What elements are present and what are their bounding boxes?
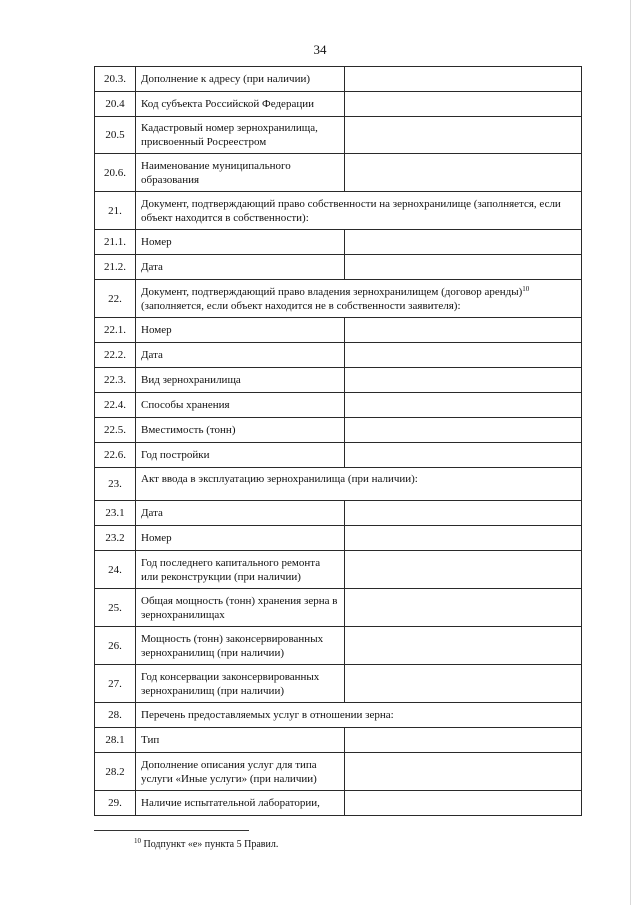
footnote xyxy=(134,838,278,851)
row-value-field[interactable] xyxy=(345,67,582,92)
table-row xyxy=(95,791,582,816)
section-row xyxy=(95,703,582,728)
table-row xyxy=(95,627,582,665)
section-label-line2: (заполняется, если объект находится не в собственности заявителя): xyxy=(141,299,461,312)
row-label: Номер xyxy=(136,230,345,255)
row-label: Наличие испытательной лаборатории, xyxy=(136,791,345,816)
row-label: Дополнение к адресу (при наличии) xyxy=(136,67,345,92)
row-label: Тип xyxy=(136,728,345,753)
section-row xyxy=(95,468,582,501)
table-row xyxy=(95,589,582,627)
row-label: Дополнение описания услуг для типа услуги «Иные услуги» (при наличии) xyxy=(136,753,345,791)
table-row xyxy=(95,443,582,468)
table-row xyxy=(95,753,582,791)
row-number: 22. xyxy=(95,280,136,318)
row-number: 22.2. xyxy=(95,343,136,368)
row-number: 29. xyxy=(95,791,136,816)
row-label: Дата xyxy=(136,255,345,280)
table-row xyxy=(95,343,582,368)
row-number: 20.4 xyxy=(95,92,136,117)
row-number: 27. xyxy=(95,665,136,703)
table-row xyxy=(95,117,582,154)
row-number: 21.2. xyxy=(95,255,136,280)
page-number: 34 xyxy=(313,42,327,57)
row-number: 21. xyxy=(95,192,136,230)
row-value-field[interactable] xyxy=(345,230,582,255)
row-value-field[interactable] xyxy=(345,255,582,280)
table-row xyxy=(95,92,582,117)
table-row xyxy=(95,154,582,192)
row-value-field[interactable] xyxy=(345,589,582,627)
row-label: Дата xyxy=(136,501,345,526)
row-label: Вместимость (тонн) xyxy=(136,418,345,443)
scan-edge xyxy=(630,0,631,905)
row-number: 22.5. xyxy=(95,418,136,443)
row-label: Номер xyxy=(136,526,345,551)
row-value-field[interactable] xyxy=(345,318,582,343)
form-table xyxy=(94,66,582,816)
row-value-field[interactable] xyxy=(345,368,582,393)
row-number: 24. xyxy=(95,551,136,589)
row-label: Способы хранения xyxy=(136,393,345,418)
section-label: Акт ввода в эксплуатацию зернохранилища (при наличии): xyxy=(136,468,582,501)
table-row xyxy=(95,393,582,418)
section-label-line1: Документ, подтверждающий право владения зернохранилищем (договор аренды) xyxy=(141,285,523,298)
section-label xyxy=(136,280,582,318)
row-value-field[interactable] xyxy=(345,117,582,154)
row-value-field[interactable] xyxy=(345,665,582,703)
row-value-field[interactable] xyxy=(345,443,582,468)
table-row xyxy=(95,318,582,343)
section-label: Документ, подтверждающий право собственности на зернохранилище (заполняется, если объект находится в собственности): xyxy=(136,192,582,230)
row-number: 22.1. xyxy=(95,318,136,343)
row-value-field[interactable] xyxy=(345,526,582,551)
row-number: 28.2 xyxy=(95,753,136,791)
table-row xyxy=(95,418,582,443)
table-row xyxy=(95,255,582,280)
row-value-field[interactable] xyxy=(345,551,582,589)
row-label: Вид зернохранилища xyxy=(136,368,345,393)
row-value-field[interactable] xyxy=(345,393,582,418)
row-label: Мощность (тонн) законсервированных зернохранилищ (при наличии) xyxy=(136,627,345,665)
footnote-divider xyxy=(94,830,249,831)
table-row xyxy=(95,230,582,255)
footnote-number: 10 xyxy=(134,837,141,845)
row-number: 22.4. xyxy=(95,393,136,418)
table-row xyxy=(95,551,582,589)
row-number: 23.2 xyxy=(95,526,136,551)
section-row xyxy=(95,280,582,318)
table-row xyxy=(95,728,582,753)
table-row xyxy=(95,368,582,393)
row-number: 25. xyxy=(95,589,136,627)
row-value-field[interactable] xyxy=(345,791,582,816)
table-row xyxy=(95,501,582,526)
row-label: Номер xyxy=(136,318,345,343)
row-value-field[interactable] xyxy=(345,418,582,443)
table-row xyxy=(95,526,582,551)
table-row xyxy=(95,665,582,703)
row-number: 26. xyxy=(95,627,136,665)
section-row xyxy=(95,192,582,230)
row-value-field[interactable] xyxy=(345,92,582,117)
row-number: 23.1 xyxy=(95,501,136,526)
row-value-field[interactable] xyxy=(345,627,582,665)
row-label: Наименование муниципального образования xyxy=(136,154,345,192)
row-number: 22.3. xyxy=(95,368,136,393)
row-number: 20.6. xyxy=(95,154,136,192)
row-number: 28. xyxy=(95,703,136,728)
row-value-field[interactable] xyxy=(345,728,582,753)
row-label: Дата xyxy=(136,343,345,368)
section-label: Перечень предоставляемых услуг в отношении зерна: xyxy=(136,703,582,728)
footnote-text: Подпункт «е» пункта 5 Правил. xyxy=(143,839,279,850)
row-label: Код субъекта Российской Федерации xyxy=(136,92,345,117)
footnote-ref: 10 xyxy=(522,284,530,293)
row-value-field[interactable] xyxy=(345,343,582,368)
row-label: Кадастровый номер зернохранилища, присвоенный Росреестром xyxy=(136,117,345,154)
row-value-field[interactable] xyxy=(345,501,582,526)
row-label: Год консервации законсервированных зернохранилищ (при наличии) xyxy=(136,665,345,703)
row-number: 21.1. xyxy=(95,230,136,255)
row-number: 28.1 xyxy=(95,728,136,753)
table-row xyxy=(95,67,582,92)
row-value-field[interactable] xyxy=(345,154,582,192)
row-label: Год постройки xyxy=(136,443,345,468)
row-number: 20.3. xyxy=(95,67,136,92)
row-value-field[interactable] xyxy=(345,753,582,791)
row-number: 20.5 xyxy=(95,117,136,154)
row-number: 23. xyxy=(95,468,136,501)
row-label: Общая мощность (тонн) хранения зерна в зернохранилищах xyxy=(136,589,345,627)
row-number: 22.6. xyxy=(95,443,136,468)
row-label: Год последнего капитального ремонта или реконструкции (при наличии) xyxy=(136,551,345,589)
